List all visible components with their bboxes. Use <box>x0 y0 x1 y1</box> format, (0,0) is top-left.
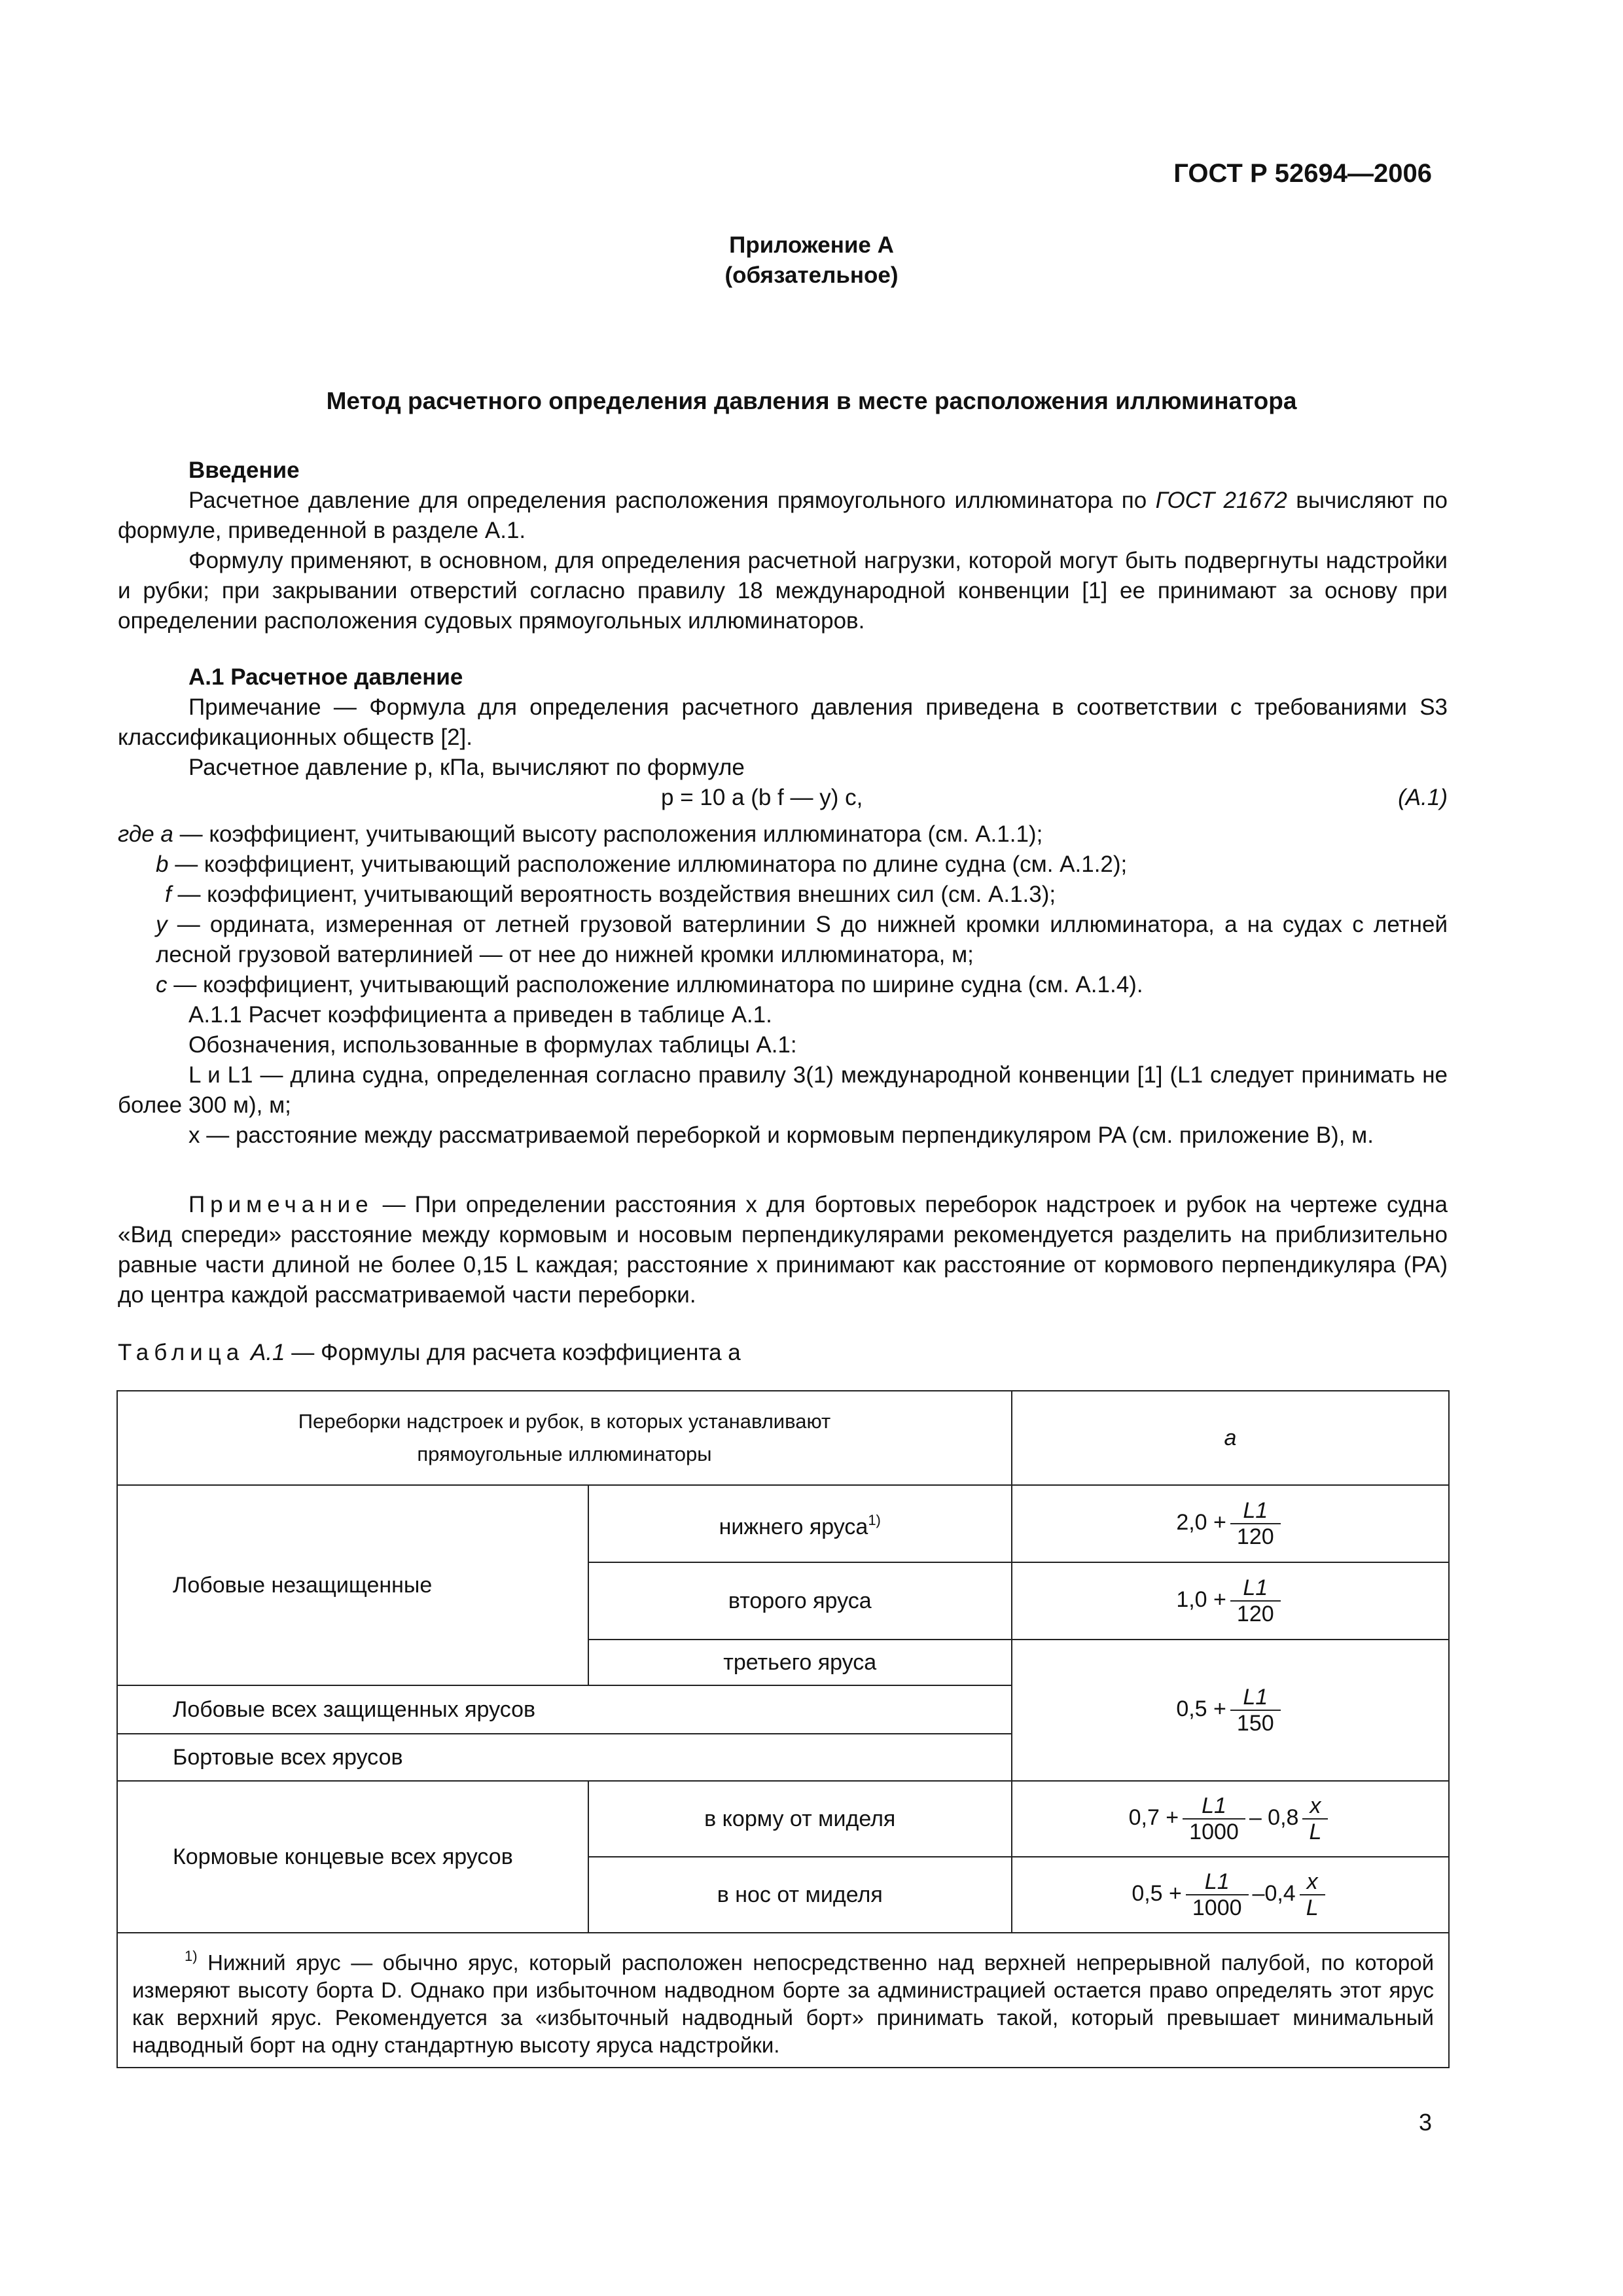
formula-second-tier: 1,0 + $\frac{L1}{120}$ <box>1012 1562 1449 1640</box>
row-aft: Кормовые концевые всех ярусов <box>117 1781 588 1933</box>
intro-paragraph-2: Формулу применяют, в основном, для определения расчетной нагрузки, которой могут быть подвергнуты надстройки и рубки; при закрывании отверстий согласно правилу 18 международной конвенции [1] ее принимают за основу при определении расположения судовых прямоугольных иллюминаторов. <box>118 548 1448 634</box>
row-frontal-unprotected: Лобовые незащищенные <box>117 1485 588 1685</box>
section-a1-note: Примечание — Формула для определения расчетного давления приведена в соответствии с требованиями S3 классификационных обществ [2]. <box>118 694 1448 750</box>
where-item-f: f — коэффициент, учитывающий вероятность воздействия внешних сил (см. А.1.3); <box>165 882 1056 907</box>
calc-intro: Расчетное давление p, кПа, вычисляют по формуле <box>188 755 745 780</box>
intro-paragraph-1: Расчетное давление для определения расположения прямоугольного иллюминатора по ГОСТ 21672 вычисляют по формуле, приведенной в разделе А.1. <box>118 488 1448 543</box>
formula-aft-bow: 0,5 + $\frac{L1}{1000}$ –0,4 $\frac{x}{L}$ <box>1012 1857 1449 1933</box>
formula-aft-stern: 0,7 + $\frac{L1}{1000}$ – 0,8 $\frac{x}{L}$ <box>1012 1781 1449 1857</box>
table-caption: Таблица А.1 — Формулы для расчета коэффициента a <box>118 1340 741 1365</box>
tier-second: второго яруса <box>588 1562 1012 1640</box>
formula-number: (А.1) <box>1398 785 1448 810</box>
table-footnote: $^{1)}$ Нижний ярус — обычно ярус, который расположен непосредственно над верхней непрерывной палубой, по которой измеряют высоту борта D. Однако при избыточном надводном борте за администрацией остается право определять этот ярус как верхний ярус. Рекомендуется за «избыточный надводный борт» принимать такой, который превышает минимальный надводный борт на одну стандартную высоту яруса надстройки. <box>117 1933 1449 2068</box>
formula-a1: p = 10 a (b f — y) c, <box>661 785 863 810</box>
where-item-y: y — ордината, измеренная от летней грузовой ватерлинии S до нижней кромки иллюминатора, а на судах с летней лесной грузовой ватерлинией — от нее до нижней кромки иллюминатора, м; <box>156 912 1448 967</box>
coefficient-table <box>116 1390 1450 2068</box>
section-a1-heading: А.1 Расчетное давление <box>188 664 463 690</box>
aft-to-bow: в нос от миделя <box>588 1857 1012 1933</box>
designations-intro: Обозначения, использованные в формулах таблицы А.1: <box>188 1032 797 1058</box>
table-header-bulkheads: Переборки надстроек и рубок, в которых устанавливают прямоугольные иллюминаторы <box>117 1391 1012 1485</box>
clause-a11: А.1.1 Расчет коэффициента a приведен в таблице А.1. <box>188 1002 772 1028</box>
appendix-subtitle: (обязательное) <box>724 262 899 288</box>
formula-third-tier: 0,5 + $\frac{L1}{150}$ <box>1012 1640 1449 1781</box>
row-frontal-protected: Лобовые всех защищенных ярусов <box>117 1685 1012 1734</box>
definition-x: x — расстояние между рассматриваемой переборкой и кормовым перпендикуляром PA (см. приложение В), м. <box>188 1122 1374 1148</box>
where-item-a: где a — коэффициент, учитывающий высоту расположения иллюминатора (см. А.1.1); <box>118 821 1043 847</box>
table-header-a: a <box>1012 1391 1449 1485</box>
main-title: Метод расчетного определения давления в месте расположения иллюминатора <box>326 387 1297 414</box>
intro-heading: Введение <box>188 457 300 483</box>
definition-L: L и L1 — длина судна, определенная согласно правилу 3(1) международной конвенции [1] (L1 следует принимать не более 300 м), м; <box>118 1062 1448 1118</box>
formula-lower-tier: 2,0 + $\frac{L1}{120}$ <box>1012 1485 1449 1562</box>
page-number: 3 <box>1418 2109 1432 2136</box>
row-side: Бортовые всех ярусов <box>117 1734 1012 1781</box>
where-item-c: c — коэффициент, учитывающий расположение иллюминатора по ширине судна (см. А.1.4). <box>156 972 1143 997</box>
where-item-b: b — коэффициент, учитывающий расположение иллюминатора по длине судна (см. А.1.2); <box>156 852 1128 877</box>
tier-lower: нижнего яруса$^{1)}$ <box>588 1485 1012 1562</box>
note-2: Примечание — При определении расстояния x для бортовых переборок надстроек и рубок на чертеже судна «Вид спереди» расстояние между кормовым и носовым перпендикулярами рекомендуется разделить на приблизительно равные части длиной не более 0,15 L каждая; расстояние x принимают как расстояние от кормового перпендикуляра (PA) до центра каждой рассматриваемой части переборки. <box>118 1192 1448 1308</box>
appendix-title: Приложение А <box>729 232 894 258</box>
aft-to-stern: в корму от миделя <box>588 1781 1012 1857</box>
document-id: ГОСТ Р 52694—2006 <box>1173 159 1432 188</box>
tier-third: третьего яруса <box>588 1640 1012 1685</box>
